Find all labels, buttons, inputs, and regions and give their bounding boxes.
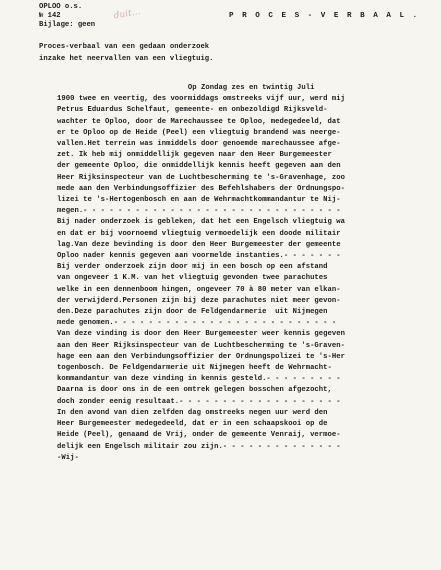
place-label: OPLOO o.s.: [39, 3, 83, 11]
body-line: kommandantur van deze vinding in kennis gesteld.- - - - - - - - -: [57, 375, 341, 384]
subject-line: Proces-verbaal van een gedaan onderzoek: [39, 43, 210, 51]
body-line: doch zonder eenig resultaat.- - - - - - - - - - - - - - - - - - -: [57, 397, 341, 406]
body-line: er te Oploo op de Heide (Peel) een vliegtuig brandend was neerge-: [57, 128, 341, 137]
body-line: den.Deze parachutes zijn door de Feldgendarmerie uit Nijmegen: [57, 308, 328, 317]
body-line: Op Zondag zes en twintig Juli: [57, 84, 315, 92]
body-line: Daarna is door ons in de een omtrek gelegen bosschen afgezocht,: [57, 386, 332, 395]
body-line: lag.Van deze bevinding is door den Heer Burgemeester der gemeente: [57, 240, 341, 249]
body-line: megen.- - - - - - - - - - - - - - - - - - - - - - - - - - - - - -: [57, 207, 341, 216]
document-body: [57, 83, 437, 464]
body-line: zet. Ik heb mij onmiddellijk gegeven naar den Heer Burgemeester: [57, 151, 332, 160]
body-line: Heide (Peel), genaamd de Vrij, onder de gemeente Venraij, vermoe-: [57, 431, 341, 440]
document-number: № 142: [39, 12, 61, 20]
body-line: Petrus Eduardus Schelfaut, gemeente- en onbezoldigd Rijksveld-: [57, 106, 328, 115]
body-line: Bij verder onderzoek zijn door mij in een bosch op een afstand: [57, 263, 328, 272]
body-line: Heer Rijksinspecteur van de Luchtbescherming te 's-Gravenhage, zoo: [57, 173, 345, 182]
body-line: der gemeente Oploo, die onmiddellijk kennis heeft gegeven aan den: [57, 162, 341, 171]
body-line: mede genomen.- - - - - - - - - - - - - - - - - - - - - - - - - -: [57, 319, 337, 328]
body-line: van ongeveer 1 K.M. van het vliegtuig gevonden twee parachutes: [57, 274, 328, 283]
body-line: togenbosch. De Feldgendarmerie uit Nijmegen heeft de Wehrmacht-: [57, 364, 332, 373]
body-line: -Wij-: [57, 453, 79, 462]
body-line: In den avond van dien zelfden dag omstreeks negen uur werd den: [57, 408, 328, 417]
body-line: vallen.Het terrein was inmiddels door genoemde marechaussee afge-: [57, 140, 341, 149]
body-line: delijk een Engelsch militair zou zijn.- - - - - - - - - - - - - -: [57, 442, 341, 451]
body-line: lizei te 's-Hertogenbosch en aan de Wehrmachtkommandantur te Nij-: [57, 196, 341, 205]
body-line: mede aan den Verbindungsoffizier des Befehlshabers der Ordnungspo-: [57, 184, 345, 193]
body-line: Van deze vinding is door den Heer Burgemeester weer kennis gegeven: [57, 330, 345, 339]
document-title: P R O C E S - V E R B A A L .: [229, 12, 420, 20]
body-line: en dat er bij voornoemd vliegtuig vermoedelijk een doode militair: [57, 229, 341, 238]
body-line: welke in een dennenboom hingen, ongeveer 70 à 80 meter van elkan-: [57, 285, 341, 294]
attachments-label: Bijlage: geen: [39, 21, 96, 29]
body-line: Oploo nader kennis gegeven aan voormelde instanties.- - - - - - -: [57, 252, 341, 261]
body-line: Heer Burgemeester medegedeeld, dat er in een schaapskooi op de: [57, 420, 328, 429]
document-header: [39, 3, 95, 30]
subject-line: inzake het neervallen van een vliegtuig.: [39, 55, 214, 63]
body-line: hage een aan den Verbindungsoffizier der Ordnungspolizei te 's-Her: [57, 352, 345, 361]
body-line: 1900 twee en veertig, des voormiddags omstreeks vijf uur, werd mij: [57, 95, 345, 104]
body-line: der verwijderd.Personen zijn bij deze parachutes niet meer gevon-: [57, 296, 341, 305]
body-line: aan den Heer Rijksinspecteur van de Luchtbescherming te 's-Graven-: [57, 341, 345, 350]
body-line: Bij nader onderzoek is gebleken, dat het een Engelsch vliegtuig wa: [57, 218, 345, 227]
body-line: wachter te Oploo, door de Marechaussee te Oploo, medegedeeld, dat: [57, 117, 341, 126]
handwritten-annotation: duit...: [113, 6, 142, 22]
